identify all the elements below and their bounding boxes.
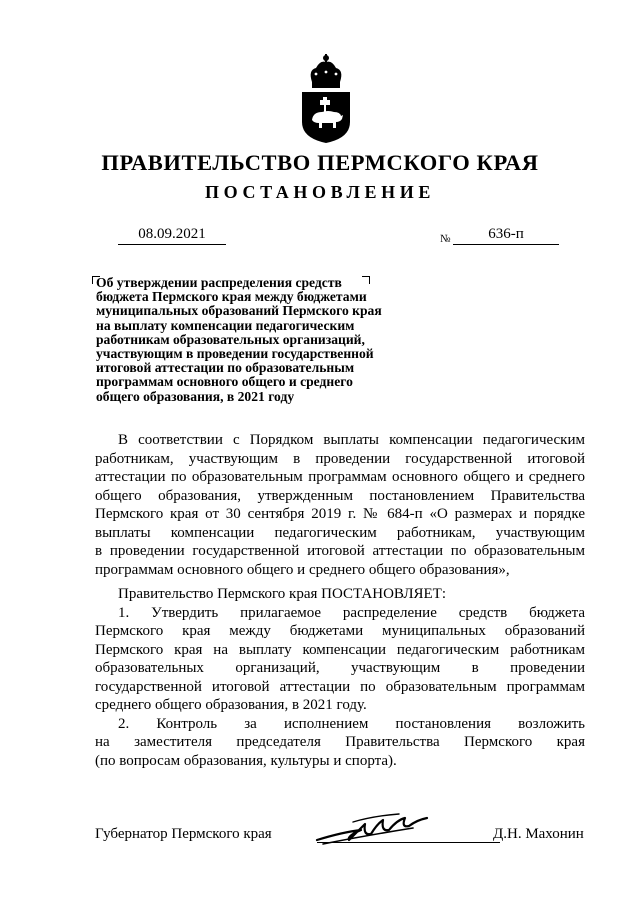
subject-line: итоговой аттестации по образовательным — [96, 360, 355, 376]
subject-line: бюджета Пермского края между бюджетами — [96, 289, 367, 305]
preamble-line: в проведении государственной итоговой аттестации по образовательным — [95, 543, 585, 559]
preamble-line: аттестации по образовательным программам основного общего и среднего — [95, 469, 585, 485]
item1-line: образовательных организаций, участвующим в проведении — [95, 660, 585, 676]
item1-line: государственной итоговой аттестации по образовательным программам — [95, 678, 585, 695]
document-date: 08.09.2021 — [118, 226, 226, 245]
resolution-section — [95, 585, 585, 770]
item1-line: 1. Утвердить прилагаемое распределение средств бюджета — [118, 604, 585, 621]
preamble-line: работникам, участвующим в проведении государственной итоговой — [95, 450, 585, 467]
signatory-name: Д.Н. Махонин — [493, 826, 584, 842]
preamble-line: программам основного общего и среднего общего образования», — [95, 561, 510, 578]
item1-line: Пермского края на выплату компенсации педагогическим работникам — [95, 641, 585, 658]
item2-line: 2. Контроль за исполнением постановления возложить — [118, 715, 585, 732]
item1-line: Пермского края между бюджетами муниципальных образований — [95, 623, 585, 639]
subject-line: Об утверждении распределения средств — [96, 275, 342, 290]
resolves-line: Правительство Пермского края ПОСТАНОВЛЯЕТ: — [118, 586, 447, 602]
item1-line: среднего общего образования, в 2021 году. — [95, 697, 367, 713]
number-sign: № — [440, 233, 451, 245]
subject-line: программам основного общего и среднего — [96, 374, 353, 390]
org-title: ПРАВИТЕЛЬСТВО ПЕРМСКОГО КРАЯ — [101, 150, 539, 175]
item2-line: на заместителя председателя Правительства Пермского края — [95, 734, 585, 750]
document-type: ПОСТАНОВЛЕНИЕ — [205, 182, 435, 202]
preamble-paragraph — [95, 431, 585, 579]
subject-line: работникам образовательных организаций, — [96, 331, 365, 347]
preamble-line: Пермского края от 30 сентября 2019 г. № 684-п «О размерах и порядке — [95, 506, 585, 522]
preamble-line: общего образования, утвержденным постановлением Правительства — [95, 487, 585, 504]
document-number: 636-п — [453, 226, 559, 245]
item2-line: (по вопросам образования, культуры и спорта). — [95, 752, 397, 769]
subject-line: муниципальных образований Пермского края — [96, 303, 382, 319]
preamble-line: В соответствии с Порядком выплаты компенсации педагогическим — [118, 432, 585, 448]
subject-line: общего образования, в 2021 году — [96, 388, 295, 404]
perm-krai-coat-of-arms-icon — [298, 52, 354, 144]
document-subject — [96, 276, 396, 404]
subject-line: на выплату компенсации педагогическим — [96, 317, 355, 333]
handwritten-signature-icon — [313, 810, 433, 850]
preamble-line: выплаты компенсации педагогическим работникам, участвующим — [95, 524, 585, 541]
subject-line: участвующим в проведении государственной — [96, 346, 374, 362]
signatory-position: Губернатор Пермского края — [95, 826, 272, 842]
